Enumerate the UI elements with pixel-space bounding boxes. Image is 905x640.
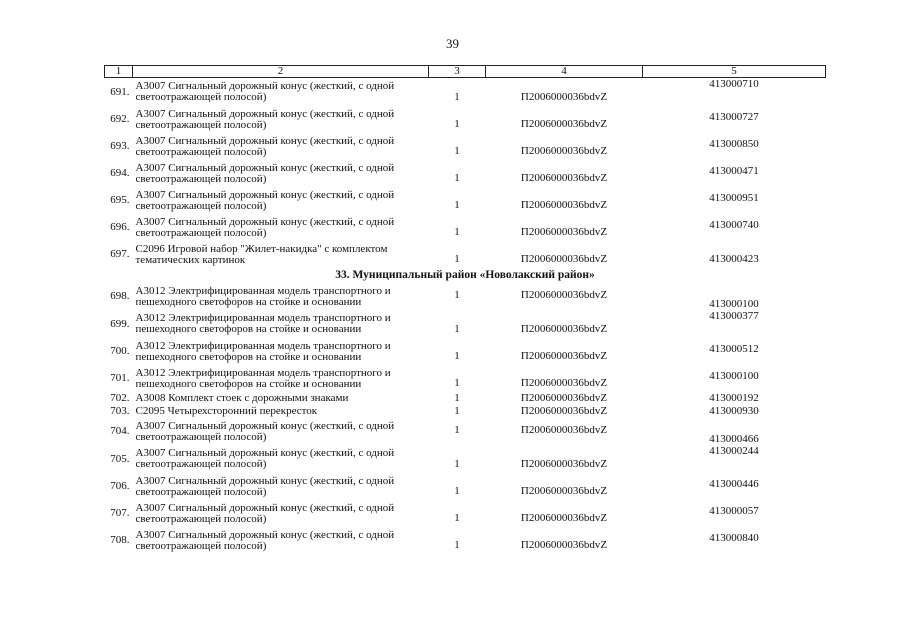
section-heading-row: [105, 268, 826, 283]
item-quantity: 1: [454, 145, 460, 157]
column-header: 5: [643, 66, 826, 78]
item-quantity: 1: [454, 377, 460, 389]
row-number: 696.: [110, 221, 130, 233]
table-row: [105, 527, 826, 554]
item-code: П2006000036bdvZ: [520, 145, 608, 157]
item-name: А3012 Электрифицированная модель транспортного и пешеходного светофоров на стойке и основании: [135, 366, 391, 390]
item-code: П2006000036bdvZ: [520, 457, 608, 470]
item-quantity: 1: [454, 253, 460, 265]
item-quantity: 1: [454, 392, 460, 404]
item-code: П2006000036bdvZ: [520, 392, 608, 404]
table-row: [105, 405, 826, 418]
inventory-number: 413000423: [709, 253, 759, 265]
item-code: П2006000036bdvZ: [520, 90, 608, 103]
item-name: А3007 Сигнальный дорожный конус (жесткий, с одной светоотражающей полосой): [135, 501, 395, 525]
item-code: П2006000036bdvZ: [520, 226, 608, 238]
item-name: А3007 Сигнальный дорожный конус (жесткий, с одной светоотражающей полосой): [135, 528, 395, 552]
item-quantity: 1: [454, 512, 460, 524]
inventory-number: 413000466: [709, 433, 759, 445]
item-code: П2006000036bdvZ: [520, 512, 608, 524]
table-header-row: [105, 66, 826, 78]
table-row: [105, 133, 826, 160]
item-quantity: 1: [454, 289, 460, 301]
table-row: [105, 187, 826, 214]
row-number: 693.: [110, 140, 130, 152]
item-code: П2006000036bdvZ: [520, 322, 608, 335]
row-number: 702.: [110, 392, 130, 404]
item-name: А3007 Сигнальный дорожный конус (жесткий, с одной светоотражающей полосой): [135, 80, 395, 103]
table-row: [105, 392, 826, 405]
column-header: 4: [486, 66, 643, 78]
table-row: [105, 473, 826, 500]
inventory-number: 413000930: [709, 405, 759, 417]
table-row: [105, 310, 826, 338]
row-number: 698.: [110, 290, 130, 302]
table-row: [105, 338, 826, 365]
item-name: А3008 Комплект стоек с дорожными знаками: [135, 392, 349, 404]
row-number: 691.: [110, 85, 130, 98]
item-name: А3007 Сигнальный дорожный конус (жесткий, с одной светоотражающей полосой): [135, 107, 395, 131]
inventory-number: 413000840: [709, 532, 759, 544]
table-row: [105, 106, 826, 133]
item-code: П2006000036bdvZ: [520, 289, 608, 301]
table-row: [105, 418, 826, 445]
item-name: А3007 Сигнальный дорожный конус (жесткий, с одной светоотражающей полосой): [135, 447, 395, 470]
item-quantity: 1: [454, 90, 460, 103]
page-number: 39: [446, 36, 459, 51]
item-quantity: 1: [454, 172, 460, 184]
item-code: П2006000036bdvZ: [520, 253, 608, 265]
inventory-number: 413000446: [709, 478, 759, 490]
inventory-number: 413000850: [709, 138, 759, 150]
inventory-number: 413000057: [709, 505, 759, 517]
row-number: 699.: [110, 317, 130, 330]
row-number: 694.: [110, 167, 130, 179]
table-row: [105, 241, 826, 268]
item-quantity: 1: [454, 457, 460, 470]
inventory-number: 413000512: [709, 343, 759, 355]
row-number: 701.: [110, 372, 130, 384]
item-name: А3007 Сигнальный дорожный конус (жесткий, с одной светоотражающей полосой): [135, 215, 395, 239]
row-number: 695.: [110, 194, 130, 206]
table-row: [105, 78, 826, 107]
table-row: [105, 365, 826, 392]
inventory-number: 413000377: [709, 310, 759, 322]
item-code: П2006000036bdvZ: [520, 377, 608, 389]
item-quantity: 1: [454, 405, 460, 417]
table-row: [105, 500, 826, 527]
item-code: П2006000036bdvZ: [520, 539, 608, 551]
inventory-table: [104, 65, 826, 554]
inventory-number: 413000192: [709, 392, 759, 404]
row-number: 706.: [110, 480, 130, 492]
item-quantity: 1: [454, 226, 460, 238]
inventory-number: 413000100: [709, 298, 759, 310]
item-name: А3007 Сигнальный дорожный конус (жесткий, с одной светоотражающей полосой): [135, 161, 395, 185]
item-code: П2006000036bdvZ: [520, 118, 608, 130]
row-number: 707.: [110, 507, 130, 519]
item-code: П2006000036bdvZ: [520, 350, 608, 362]
row-number: 697.: [110, 248, 130, 260]
column-header: 2: [133, 66, 429, 78]
item-code: П2006000036bdvZ: [520, 405, 608, 417]
inventory-number: 413000727: [709, 111, 759, 123]
table-row: [105, 214, 826, 241]
item-quantity: 1: [454, 322, 460, 335]
item-quantity: 1: [454, 118, 460, 130]
column-header: 1: [105, 66, 133, 78]
inventory-number: 413000244: [709, 445, 759, 457]
item-code: П2006000036bdvZ: [520, 424, 608, 436]
inventory-number: 413000471: [709, 165, 759, 177]
row-number: 708.: [110, 534, 130, 546]
item-name: А3007 Сигнальный дорожный конус (жесткий, с одной светоотражающей полосой): [135, 188, 395, 212]
table-row: [105, 445, 826, 473]
item-code: П2006000036bdvZ: [520, 485, 608, 497]
item-code: П2006000036bdvZ: [520, 172, 608, 184]
table-row: [105, 160, 826, 187]
item-name: А3007 Сигнальный дорожный конус (жесткий, с одной светоотражающей полосой): [135, 419, 395, 443]
item-quantity: 1: [454, 424, 460, 436]
table-row: [105, 283, 826, 310]
item-name: А3007 Сигнальный дорожный конус (жесткий, с одной светоотражающей полосой): [135, 134, 395, 158]
inventory-number: 413000100: [709, 370, 759, 382]
inventory-number: 413000710: [709, 78, 759, 90]
row-number: 705.: [110, 452, 130, 465]
item-quantity: 1: [454, 199, 460, 211]
item-name: А3007 Сигнальный дорожный конус (жесткий, с одной светоотражающей полосой): [135, 474, 395, 498]
row-number: 692.: [110, 113, 130, 125]
item-quantity: 1: [454, 539, 460, 551]
row-number: 704.: [110, 425, 130, 437]
inventory-number: 413000740: [709, 219, 759, 231]
item-name: А3012 Электрифицированная модель транспортного и пешеходного светофоров на стойке и основании: [135, 284, 391, 308]
inventory-number: 413000951: [709, 192, 759, 204]
row-number: 700.: [110, 345, 130, 357]
item-name: А3012 Электрифицированная модель транспортного и пешеходного светофоров на стойке и основании: [135, 339, 391, 363]
item-quantity: 1: [454, 485, 460, 497]
section-title: 33. Муниципальный район «Новолакский район»: [335, 269, 595, 281]
item-name: С2095 Четырехсторонний перекресток: [135, 405, 318, 417]
item-quantity: 1: [454, 350, 460, 362]
column-header: 3: [429, 66, 486, 78]
item-name: С2096 Игровой набор "Жилет-накидка" с комплектом тематических картинок: [135, 242, 388, 266]
item-name: А3012 Электрифицированная модель транспортного и пешеходного светофоров на стойке и основании: [135, 312, 391, 335]
row-number: 703.: [110, 405, 130, 417]
item-code: П2006000036bdvZ: [520, 199, 608, 211]
